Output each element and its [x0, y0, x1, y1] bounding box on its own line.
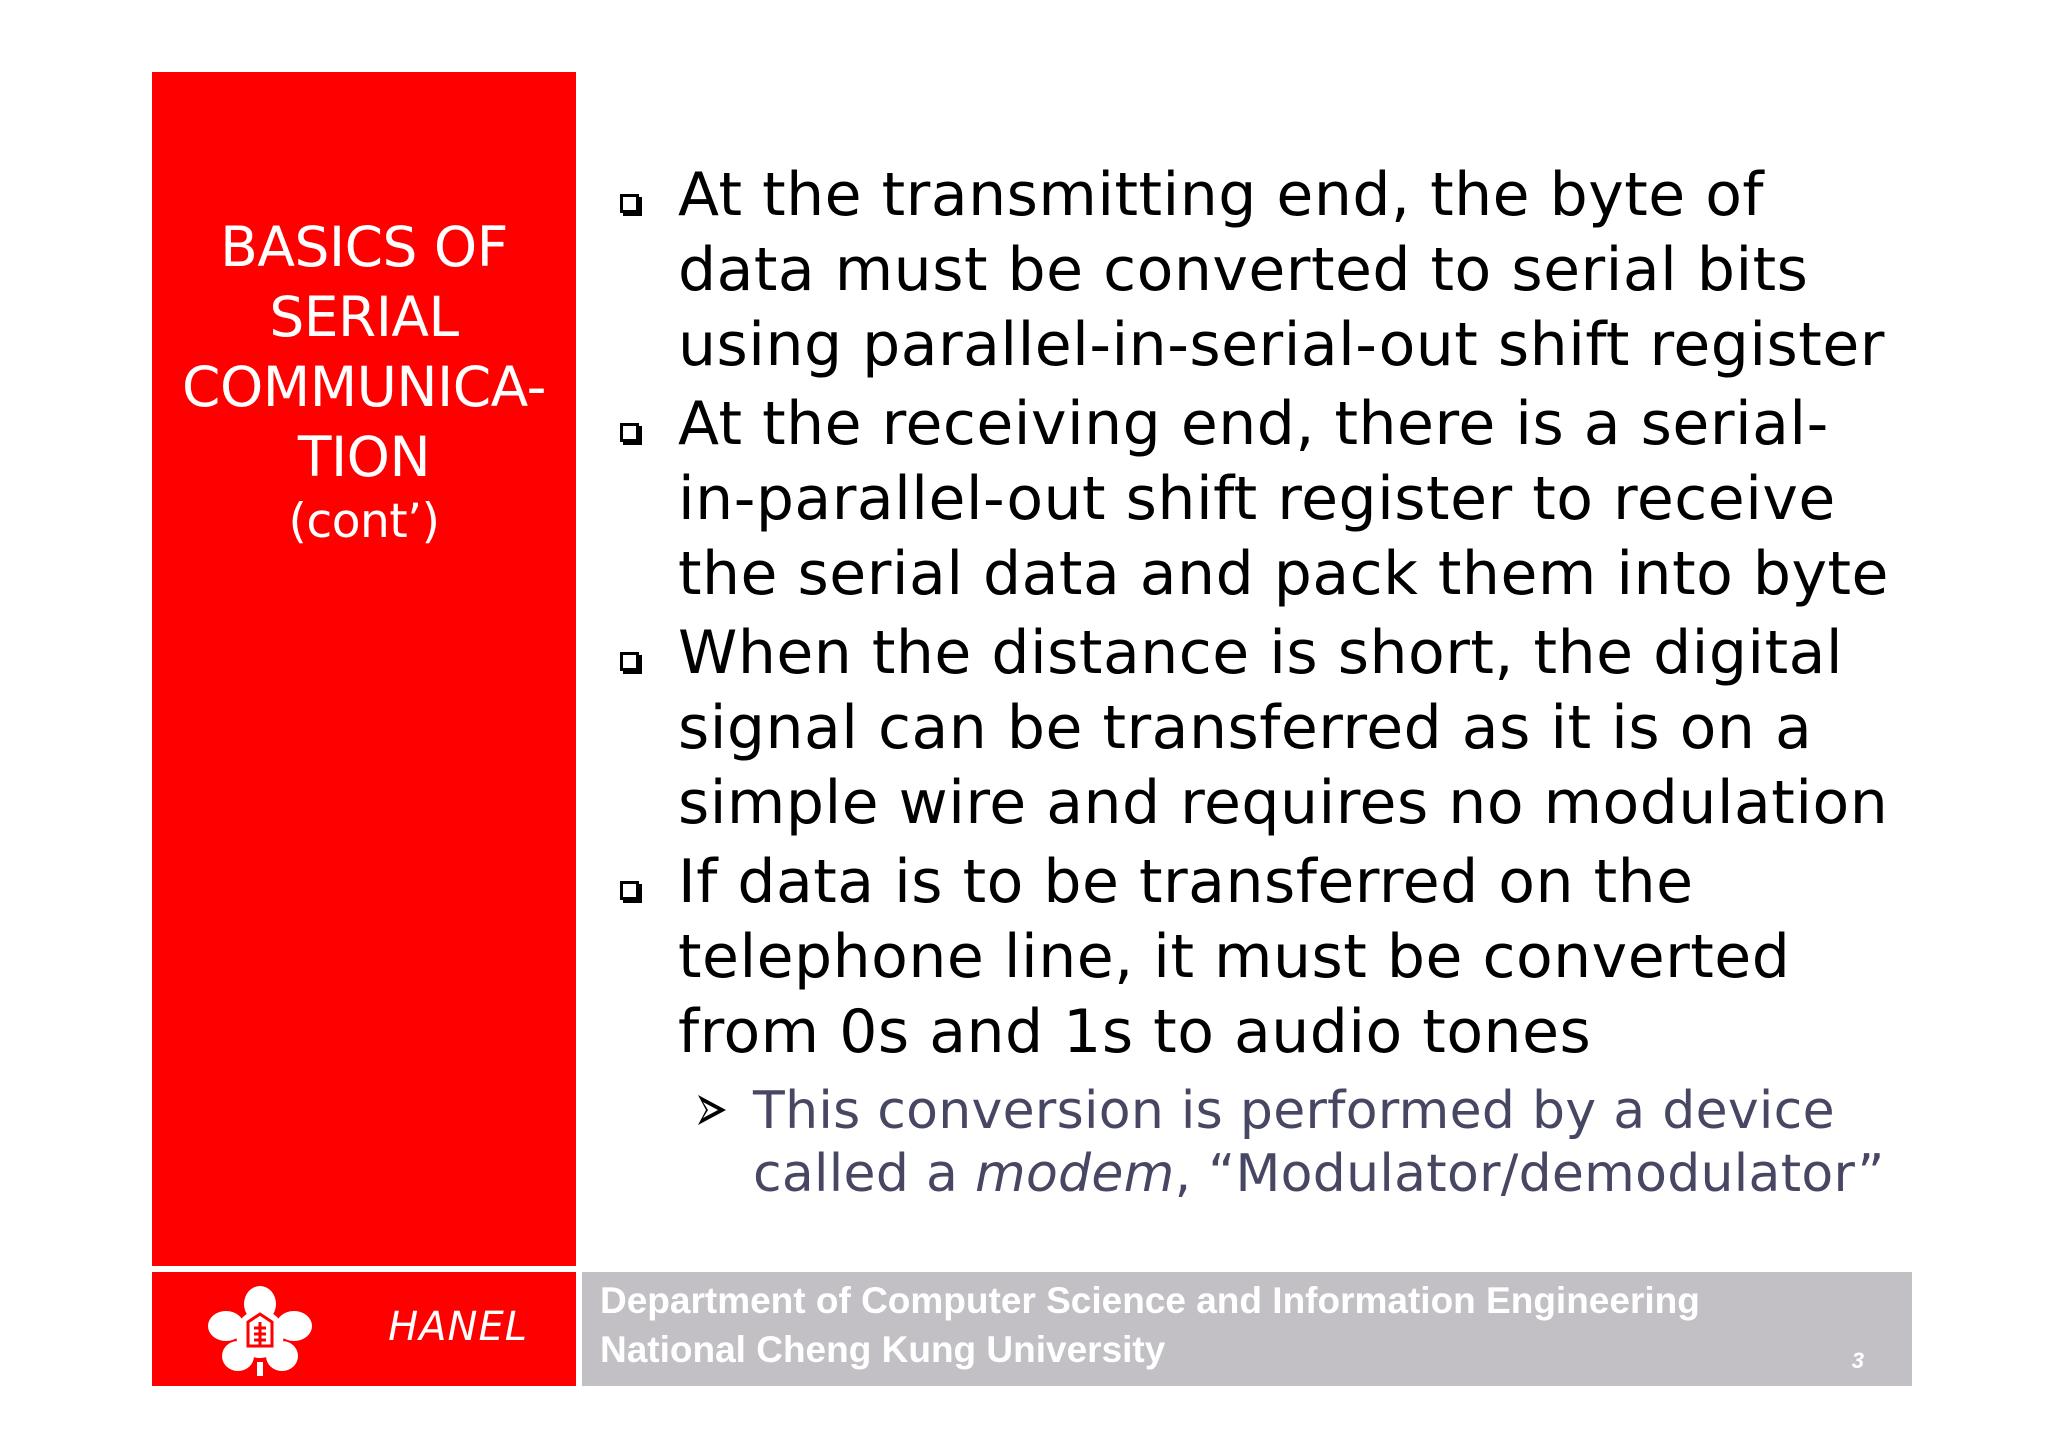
section-title [152, 212, 576, 552]
bullet-line: When the distance is short, the digital [678, 618, 1844, 688]
hollow-square-bullet-icon [620, 881, 639, 900]
university-label: National Cheng Kung University [600, 1329, 1166, 1370]
section-sidebar [152, 72, 576, 1266]
slide-content [612, 158, 1912, 1206]
sub-bullet-line: This conversion is performed by a device [753, 1081, 1835, 1141]
bullet-line: the serial data and pack them into byte [678, 539, 1889, 609]
sub-bullet-line [753, 1143, 1912, 1206]
arrowhead-bullet-icon [696, 1092, 728, 1128]
hollow-square-bullet-icon [620, 423, 639, 442]
bullet-item [612, 845, 1912, 1070]
modem-emphasis: modem [974, 1144, 1175, 1204]
university-emblem-icon [204, 1284, 316, 1376]
page-number: 3 [1851, 1348, 1864, 1373]
bullet-item [612, 387, 1912, 612]
hollow-square-bullet-icon [620, 194, 639, 213]
bullet-line: using parallel-in-serial-out shift register [678, 310, 1885, 380]
bullet-line: from 0s and 1s to audio tones [678, 997, 1592, 1067]
bullet-text [678, 616, 1912, 841]
bullet-item [612, 158, 1912, 383]
hollow-square-bullet-icon [620, 652, 639, 671]
bullet-line: At the transmitting end, the byte of [678, 160, 1765, 230]
section-title-line: SERIAL [269, 285, 459, 349]
sub-bullet-prefix: called a [753, 1144, 975, 1204]
sub-bullet-item [612, 1080, 1912, 1206]
section-subtitle: (cont’) [288, 494, 440, 549]
bullet-line: simple wire and requires no modulation [678, 768, 1889, 838]
bullet-line: telephone line, it must be converted [678, 922, 1791, 992]
bullet-line: signal can be transferred as it is on a [678, 693, 1813, 763]
sub-bullet-suffix: , “Modulator/demodulator” [1174, 1144, 1885, 1204]
bullet-line: in-parallel-out shift register to receive [678, 464, 1836, 534]
bullet-text [678, 845, 1912, 1070]
bullet-line: If data is to be transferred on the [678, 847, 1694, 917]
bullet-line: At the receiving end, there is a serial- [678, 389, 1829, 459]
bullet-item [612, 616, 1912, 841]
section-title-line: COMMUNICA- [182, 355, 546, 419]
bullet-text [678, 387, 1912, 612]
bullet-text [678, 158, 1912, 383]
department-label: Department of Computer Science and Information Engineering [600, 1280, 1700, 1321]
bullet-line: data must be converted to serial bits [678, 235, 1809, 305]
footer-info-panel [582, 1272, 1912, 1386]
footer-logo-panel [152, 1272, 576, 1386]
author-label: HANEL [388, 1304, 528, 1350]
section-title-line: BASICS OF [220, 215, 508, 279]
section-title-line: TION [297, 425, 431, 489]
